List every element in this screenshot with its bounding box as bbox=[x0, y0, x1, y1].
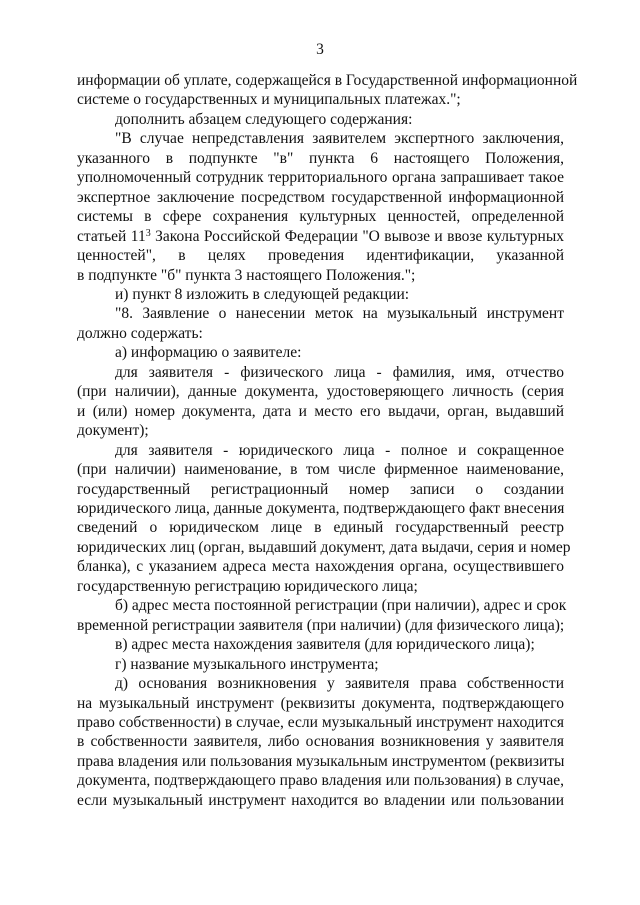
text-line: юридического лица, данные документа, подтверждающего факт внесения bbox=[77, 499, 565, 517]
text-line: на музыкальный инструмент (реквизиты документа, подтверждающего bbox=[77, 694, 564, 712]
text-line: информации об уплате, содержащейся в Государственной информационной bbox=[77, 72, 578, 89]
text-line: должно содержать: bbox=[77, 324, 203, 342]
text-line: (при наличии) наименование, в том числе фирменное наименование, bbox=[77, 461, 564, 479]
document-body bbox=[77, 71, 578, 810]
text-line: в собственности заявителя, либо основания возникновения у заявителя bbox=[77, 733, 564, 751]
text-line: г) название музыкального инструмента; bbox=[115, 655, 379, 673]
text-line-segment: Закона Российской Федерации "О вывозе и ввозе культурных bbox=[150, 227, 564, 245]
text-line: государственный регистрационный номер записи о создании bbox=[77, 480, 564, 498]
text-line: "В случае непредставления заявителем экспертного заключения, bbox=[115, 130, 564, 148]
text-line: д) основания возникновения у заявителя права собственности bbox=[115, 675, 564, 693]
text-line: для заявителя - юридического лица - полное и сокращенное bbox=[115, 441, 564, 459]
text-line: экспертное заключение посредством государственной информационной bbox=[77, 188, 564, 206]
text-line: б) адрес места постоянной регистрации (при наличии), адрес и срок bbox=[115, 597, 567, 615]
text-line: юридических лиц (орган, выдавший документ, дата выдачи, серия и номер bbox=[77, 538, 571, 556]
text-line: ценностей", в целях проведения идентификации, указанной bbox=[77, 247, 564, 265]
text-line: указанного в подпункте "в" пункта 6 настоящего Положения, bbox=[77, 149, 564, 167]
text-line bbox=[77, 227, 564, 246]
text-line: документа, подтверждающего право владения или пользования) в случае, bbox=[77, 772, 564, 790]
text-line-segment: статьей 11 bbox=[77, 227, 146, 245]
text-line: сведений о юридическом лице в единый государственный реестр bbox=[77, 519, 564, 537]
text-line: бланка), с указанием адреса места нахождения органа, осуществившего bbox=[77, 558, 564, 576]
text-line: дополнить абзацем следующего содержания: bbox=[115, 110, 413, 128]
text-line: а) информацию о заявителе: bbox=[115, 344, 302, 362]
text-line: системе о государственных и муниципальных платежах."; bbox=[77, 91, 461, 109]
text-line: уполномоченный сотрудник территориального органа запрашивает такое bbox=[77, 169, 564, 187]
page-number: 3 bbox=[316, 41, 324, 58]
text-line: системы в сфере сохранения культурных ценностей, определенной bbox=[77, 208, 564, 226]
text-line: для заявителя - физического лица - фамилия, имя, отчество bbox=[115, 363, 564, 381]
text-line: государственную регистрацию юридического лица; bbox=[77, 577, 418, 595]
footnote-superscript: 3 bbox=[145, 227, 151, 239]
text-line: право собственности) в случае, если музыкальный инструмент находится bbox=[77, 713, 564, 731]
text-line: временной регистрации заявителя (при наличии) (для физического лица); bbox=[77, 616, 565, 634]
text-line: и (или) номер документа, дата и место его выдачи, орган, выдавший bbox=[77, 402, 564, 420]
text-line: права владения или пользования музыкальным инструментом (реквизиты bbox=[77, 752, 565, 770]
text-line: в подпункте "б" пункта 3 настоящего Положения."; bbox=[77, 266, 416, 284]
text-line: и) пункт 8 изложить в следующей редакции: bbox=[115, 285, 410, 303]
text-line: если музыкальный инструмент находится во владении или пользовании bbox=[77, 791, 564, 809]
text-line: документ); bbox=[77, 422, 149, 440]
text-line: "8. Заявление о нанесении меток на музыкальный инструмент bbox=[115, 305, 564, 323]
text-line: (при наличии), данные документа, удостоверяющего личность (серия bbox=[77, 383, 564, 401]
text-line: в) адрес места нахождения заявителя (для юридического лица); bbox=[115, 636, 535, 654]
